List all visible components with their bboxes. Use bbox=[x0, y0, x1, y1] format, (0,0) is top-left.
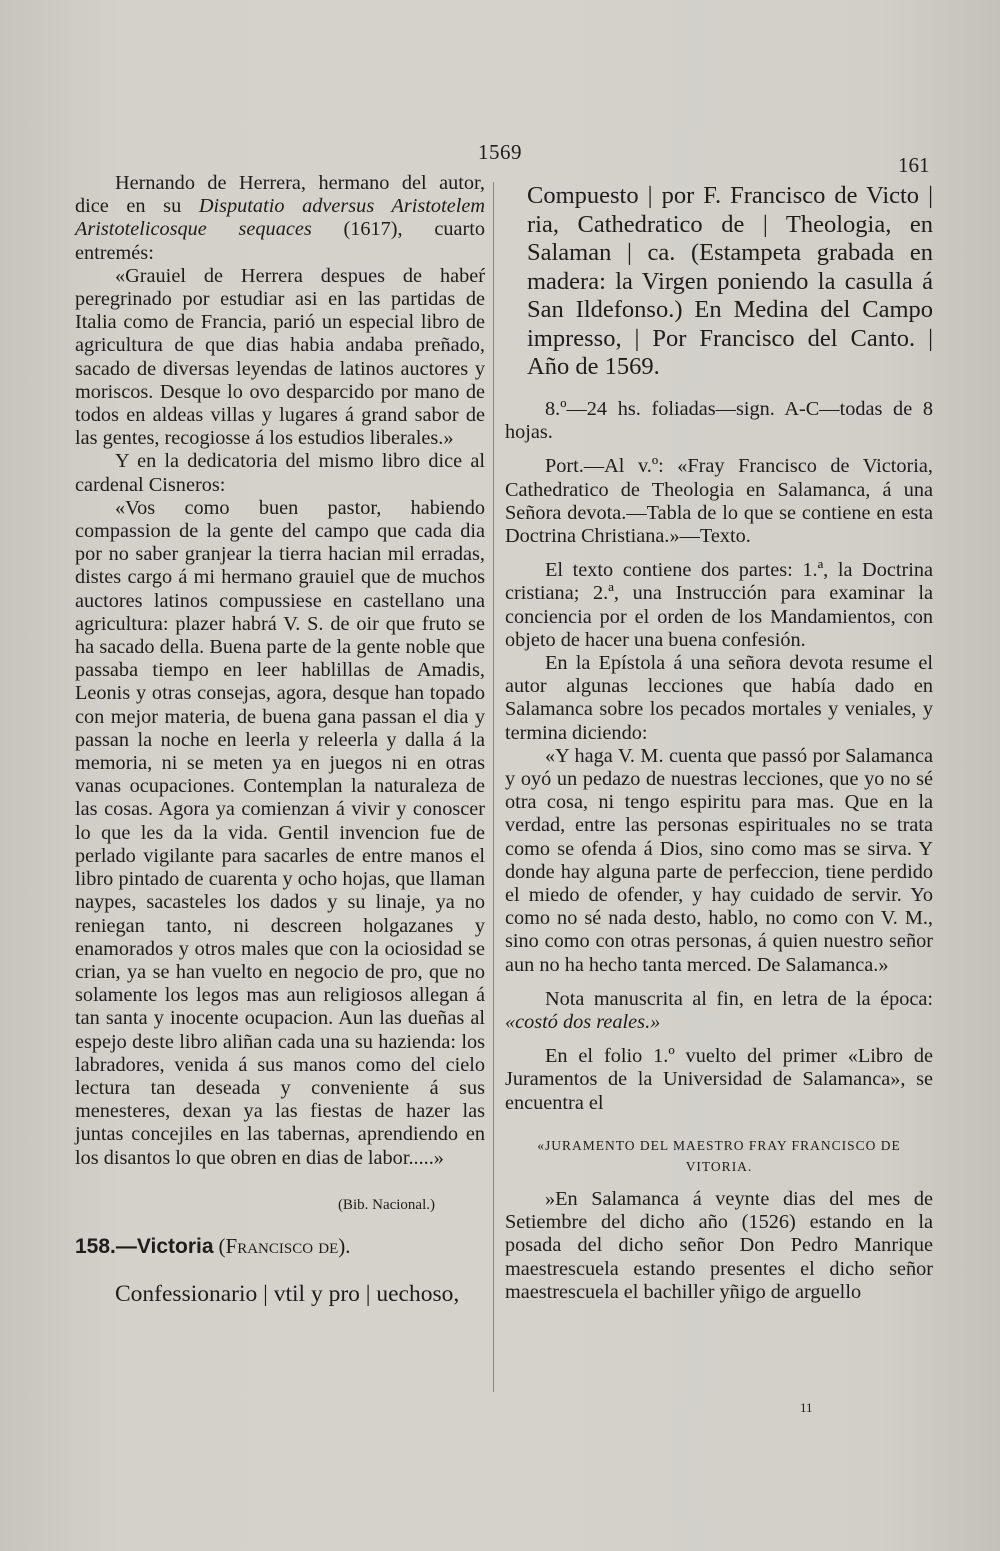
nota-manuscrita bbox=[505, 988, 933, 1034]
nota-text: Nota manuscrita al fin, en letra de la época: bbox=[545, 987, 933, 1010]
entry-heading bbox=[75, 1235, 485, 1259]
entry-number: 158.—Victoria bbox=[75, 1234, 214, 1258]
title-continuation bbox=[527, 182, 933, 382]
paragraph-text: (1617), cuarto entremés: bbox=[75, 218, 485, 264]
juramento-heading: «JURAMENTO DEL MAESTRO FRAY FRANCISCO DE VITORIA. bbox=[537, 1137, 901, 1174]
italic-title: Disputatio adversus Aristotelem Aristotelicosque sequaces bbox=[75, 195, 485, 241]
epistola-paragraph: En la Epístola á una señora devota resume el autor algunas lecciones que había dado en Salamanca sobre los pecados mortales y veniales, y termina diciendo: bbox=[505, 652, 933, 744]
portada-description: Port.—Al v.º: «Fray Francisco de Victoria, Cathedratico de Theologia en Salamanca, á una Señora devota.—Tabla de lo que se contiene en esta Doctrina Christiana.»—Texto. bbox=[505, 455, 933, 548]
format-description: 8.º—24 hs. foliadas—sign. A-C—todas de 8 hojas. bbox=[505, 398, 933, 444]
texto-description: El texto contiene dos partes: 1.ª, la Doctrina cristiana; 2.ª, una Instrucción para examinar la conciencia por el orden de los Mandamientos, con objeto de hacer una buena confesión. bbox=[505, 559, 933, 651]
running-year: 1569 bbox=[478, 140, 522, 164]
folio-paragraph: En el folio 1.º vuelto del primer «Libro de Juramentos de la Universidad de Salamanca», se encuentra el bbox=[505, 1045, 933, 1114]
quote-cisneros: «Vos como buen pastor, habiendo compassion de la gente del campo que cada dia por no saber granjear la tierra hacian mil erradas, distes cargo á mi hermano grauiel que de muchos auctores latinos compussiese en castellano una agricultura: plazer habrá V. S. de oir que fruto se ha sacado della. Buena parte de la gente noble que passaba tiempo en leer hablillas de Amadis, Leonis y otras consejas, agora, desque han topado con mejor materia, de buena gana passan el dia y passan la noche en leerla y releerla y dalla á la memoria, ni se meten ya en juegos ni en otras vanas ocupaciones. Contemplan la naturaleza de las cosas. Agora ya comienzan á vivir y conoscer lo que les da la vida. Gentil invencion fue de perlado vigilante para sacarles de entre manos el libro pintado de cuarenta y ocho hojas, que llaman naypes, sacasteles los dados y su linaje, ya no reniegan tanto, ni descreen holgazanes y enamorados y otros males que con la ociosidad se crian, ya se han vuelto en negocio de pro, que no solamente los legos mas aun religiosos allegan á tan santa y inocente ocupacion. Aun las dueñas al espejo deste libro aliñan cada una su hazienda: los labradores, venida á sus manos como del cielo lectura tan deseada y conveniente á sus menesteres, dexan ya las fiestas de hazer las juntas concejiles en las tabernas, aprendiendo en los disantos lo que obren en dias de labor.....» bbox=[75, 496, 485, 1169]
epistola-quote: «Y haga V. M. cuenta que passó por Salamanca y oyó un pedazo de nuestras lecciones, que yo no sé otra cosa, ni tengo espiritu para mas. Que en la verdad, entre las personas espirituales no se trata como se ofenda á Dios, sino como mas se sirva. Y donde hay alguna parte de perfeccion, tiene perdido el miedo de ofender, y hay cuidado de servir. Yo como no sé nada desto, hablo, no como con V. M., sino como con otras personas, á quien nuestro señor aun no ha hecho tanta merced. De Salamanca.» bbox=[505, 744, 933, 976]
page-number: 161 bbox=[898, 153, 930, 177]
entry-title: Confessionario | vtil y pro | uechoso, bbox=[115, 1281, 460, 1308]
nota-italic: «costó dos reales.» bbox=[505, 1011, 661, 1034]
left-column bbox=[75, 172, 485, 1308]
paragraph-herrera bbox=[75, 172, 485, 265]
bib-note: (Bib. Nacional.) bbox=[337, 1196, 435, 1213]
paragraph-dedicatoria: Y en la dedicatoria del mismo libro dice al cardenal Cisneros: bbox=[75, 450, 485, 496]
juramento-text: »En Salamanca á veynte dias del mes de Setiembre del dicho año (1526) estando en la posada del dicho señor Don Pedro Manrique maestrescuela estando presentes el dicho señor maestrescuela el bachiller yñigo de arguello bbox=[505, 1187, 933, 1303]
right-column bbox=[505, 398, 933, 1304]
paragraph-text: Hernando de Herrera, hermano del autor, dice en su bbox=[75, 172, 485, 218]
signature-mark: 11 bbox=[800, 1400, 813, 1415]
quote-grauiel: «Grauiel de Herrera despues de habeŕ peregrinado por estudiar asi en las partidas de Italia como de Francia, parió un especial libro de agricultura de que dias habia andaba preñado, sacado de diversas leyendas de latinos auctores y moriscos. Desque lo ovo desparcido por mano de todos en aldeas villas y lugares á grand sabor de las gentes, recogiosse á los estudios liberales.» bbox=[75, 264, 485, 450]
entry-name: (Francisco de). bbox=[218, 1233, 351, 1258]
column-divider bbox=[493, 182, 494, 1392]
title-text: Compuesto | por F. Francisco de Victo | ria, Cathedratico de | Theologia, en Salaman | ca. (Estampeta grabada en madera: la Virgen poniendo la casulla á San Ildefonso.) En Medina del Campo impresso, | Por Francisco del Canto. | Año de 1569. bbox=[527, 182, 933, 380]
